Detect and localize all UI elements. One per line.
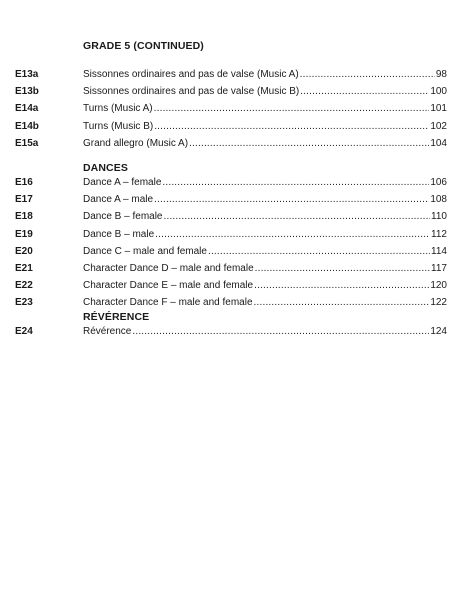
entry-code: E18: [15, 211, 33, 223]
entry-code: E19: [15, 228, 33, 240]
entry-title: Character Dance E – male and female: [83, 280, 254, 292]
section-dances: [0, 174, 473, 312]
toc-entry: [83, 277, 447, 294]
section-heading-reverence: RÉVÉRENCE: [83, 311, 150, 323]
toc-entry: [83, 323, 447, 340]
entry-title: Turns (Music A): [83, 103, 153, 115]
entry-code: E17: [15, 194, 33, 206]
entry-page-number: 122: [430, 297, 447, 309]
toc-entry: [83, 100, 447, 117]
entry-page-number: 114: [431, 245, 447, 257]
entry-page-number: 110: [431, 211, 447, 223]
dot-leader: [255, 260, 430, 277]
toc-entry: [83, 226, 447, 243]
toc-entry: [83, 243, 447, 260]
section-grade5: [0, 66, 473, 152]
entry-code: E23: [15, 297, 33, 309]
entry-page-number: 120: [430, 280, 447, 292]
entry-page-number: 101: [430, 103, 447, 115]
entry-title: Révérence: [83, 326, 132, 337]
dot-leader: [154, 191, 429, 208]
dot-leader: [132, 323, 429, 340]
toc-row: [0, 294, 473, 311]
toc-row: [0, 260, 473, 277]
toc-row: [0, 243, 473, 260]
toc-entry: [83, 191, 447, 208]
toc-entry: [83, 174, 447, 191]
entry-page-number: 117: [431, 262, 447, 274]
entry-page-number: 112: [431, 228, 447, 240]
toc-entry: [83, 208, 447, 225]
entry-code: E24: [15, 326, 33, 337]
entry-code: E14a: [15, 103, 39, 115]
entry-title: Sissonnes ordinaires and pas de valse (Music A): [83, 69, 299, 80]
entry-title: Dance A – male: [83, 194, 154, 206]
section-heading-dances: DANCES: [83, 162, 128, 174]
entry-title: Dance A – female: [83, 177, 162, 188]
entry-page-number: 104: [430, 137, 447, 149]
entry-title: Turns (Music B): [83, 120, 154, 132]
toc-row: [0, 100, 473, 117]
entry-page-number: 102: [430, 120, 447, 132]
entry-code: E13b: [15, 86, 39, 98]
entry-code: E20: [15, 245, 33, 257]
entry-title: Character Dance F – male and female: [83, 297, 253, 309]
toc-row: [0, 174, 473, 191]
entry-code: E13a: [15, 69, 39, 80]
toc-row: [0, 135, 473, 152]
entry-page-number: 108: [430, 194, 447, 206]
toc-row: [0, 66, 473, 83]
dot-leader: [254, 294, 430, 311]
entry-title: Dance B – male: [83, 228, 155, 240]
dot-leader: [189, 135, 429, 152]
toc-row: [0, 323, 473, 340]
entry-page-number: 124: [430, 326, 447, 337]
section-heading-grade5: GRADE 5 (CONTINUED): [83, 40, 204, 52]
dot-leader: [154, 118, 429, 135]
toc-entry: [83, 66, 447, 83]
toc-entry: [83, 118, 447, 135]
entry-title: Sissonnes ordinaires and pas de valse (Music B): [83, 86, 300, 98]
toc-row: [0, 208, 473, 225]
dot-leader: [300, 66, 435, 83]
entry-page-number: 106: [430, 177, 447, 188]
section-reverence: [0, 323, 473, 340]
toc-row: [0, 191, 473, 208]
toc-row: [0, 83, 473, 100]
toc-entry: [83, 260, 447, 277]
entry-title: Character Dance D – male and female: [83, 262, 254, 274]
entry-code: E22: [15, 280, 33, 292]
entry-code: E15a: [15, 137, 39, 149]
dot-leader: [155, 226, 430, 243]
dot-leader: [154, 100, 430, 117]
toc-entry: [83, 83, 447, 100]
entry-code: E21: [15, 262, 33, 274]
entry-code: E14b: [15, 120, 39, 132]
toc-row: [0, 118, 473, 135]
toc-entry: [83, 135, 447, 152]
dot-leader: [164, 208, 431, 225]
entry-page-number: 98: [435, 69, 447, 80]
dot-leader: [208, 243, 430, 260]
entry-code: E16: [15, 177, 33, 188]
dot-leader: [254, 277, 429, 294]
toc-row: [0, 226, 473, 243]
dot-leader: [300, 83, 429, 100]
dot-leader: [162, 174, 429, 191]
entry-title: Dance B – female: [83, 211, 163, 223]
toc-entry: [83, 294, 447, 311]
entry-title: Dance C – male and female: [83, 245, 207, 257]
toc-row: [0, 277, 473, 294]
entry-page-number: 100: [430, 86, 447, 98]
entry-title: Grand allegro (Music A): [83, 137, 189, 149]
